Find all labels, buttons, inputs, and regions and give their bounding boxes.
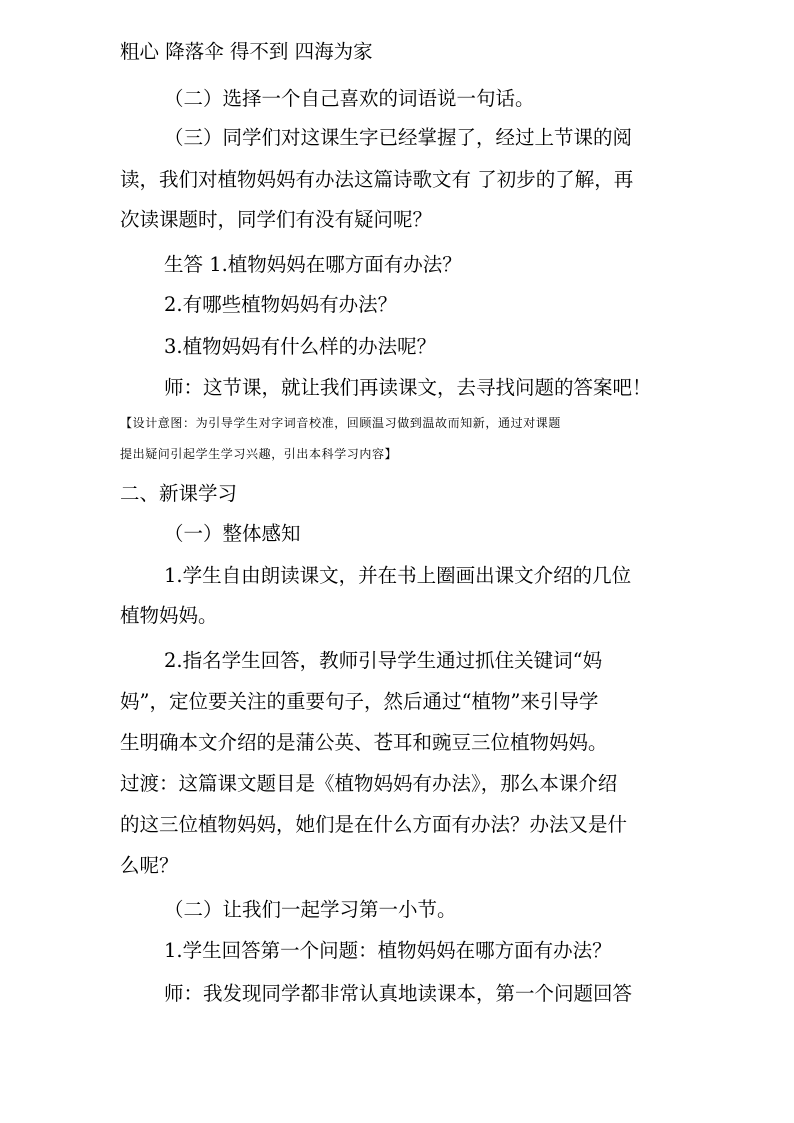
subsection-first-part: （二）让我们一起学习第一小节。 — [164, 898, 457, 921]
vocab-line: 粗心 降落伞 得不到 四海为家 — [120, 40, 373, 63]
design-intent-line-1: 【设计意图：为引导学生对字词音校准，回顾温习做到温故而知新，通过对课题 — [120, 416, 562, 430]
teacher-remark: 师：我发现同学都非常认真地读课本，第一个问题回答 — [164, 982, 633, 1005]
student-answer-3: 3.植物妈妈有什么样的办法呢？ — [164, 335, 437, 358]
transition-line-1: 过渡：这篇课文题目是《植物妈妈有办法》，那么本课介绍 — [120, 772, 618, 795]
student-answer-2: 2.有哪些植物妈妈有办法？ — [164, 293, 398, 316]
student-answer-1: 生答 1.植物妈妈在哪方面有办法？ — [164, 253, 462, 276]
step-two-line-1: 2.指名学生回答，教师引导学生通过抓住关键词“妈 — [164, 649, 603, 672]
step-one-line-1: 1.学生自由朗读课文，并在书上圈画出课文介绍的几位 — [164, 564, 632, 587]
step-one-line-2: 植物妈妈。 — [120, 604, 218, 627]
task-three-line-1: （三）同学们对这课生字已经掌握了，经过上节课的阅 — [164, 126, 633, 149]
task-three-line-3: 次读课题时，同学们有没有疑问呢？ — [120, 208, 433, 231]
step-two-line-2: 妈”，定位要关注的重要句子，然后通过“植物”来引导学 — [120, 690, 599, 713]
task-two: （二）选择一个自己喜欢的词语说一句话。 — [164, 87, 535, 110]
transition-line-3: 么呢？ — [120, 854, 179, 877]
question-one: 1.学生回答第一个问题：植物妈妈在哪方面有办法？ — [164, 939, 612, 962]
design-intent-line-2: 提出疑问引起学生学习兴趣，引出本科学习内容】 — [120, 447, 398, 461]
subsection-overall: （一）整体感知 — [164, 522, 301, 545]
section-heading-new-lesson: 二、新课学习 — [120, 482, 238, 505]
step-two-line-3: 生明确本文介绍的是蒲公英、苍耳和豌豆三位植物妈妈。 — [120, 731, 608, 754]
transition-line-2: 的这三位植物妈妈，她们是在什么方面有办法？办法又是什 — [120, 813, 628, 836]
teacher-line: 师：这节课，就让我们再读课文，去寻找问题的答案吧！ — [164, 376, 652, 399]
task-three-line-2: 读，我们对植物妈妈有办法这篇诗歌文有 了初步的了解，再 — [120, 168, 634, 191]
